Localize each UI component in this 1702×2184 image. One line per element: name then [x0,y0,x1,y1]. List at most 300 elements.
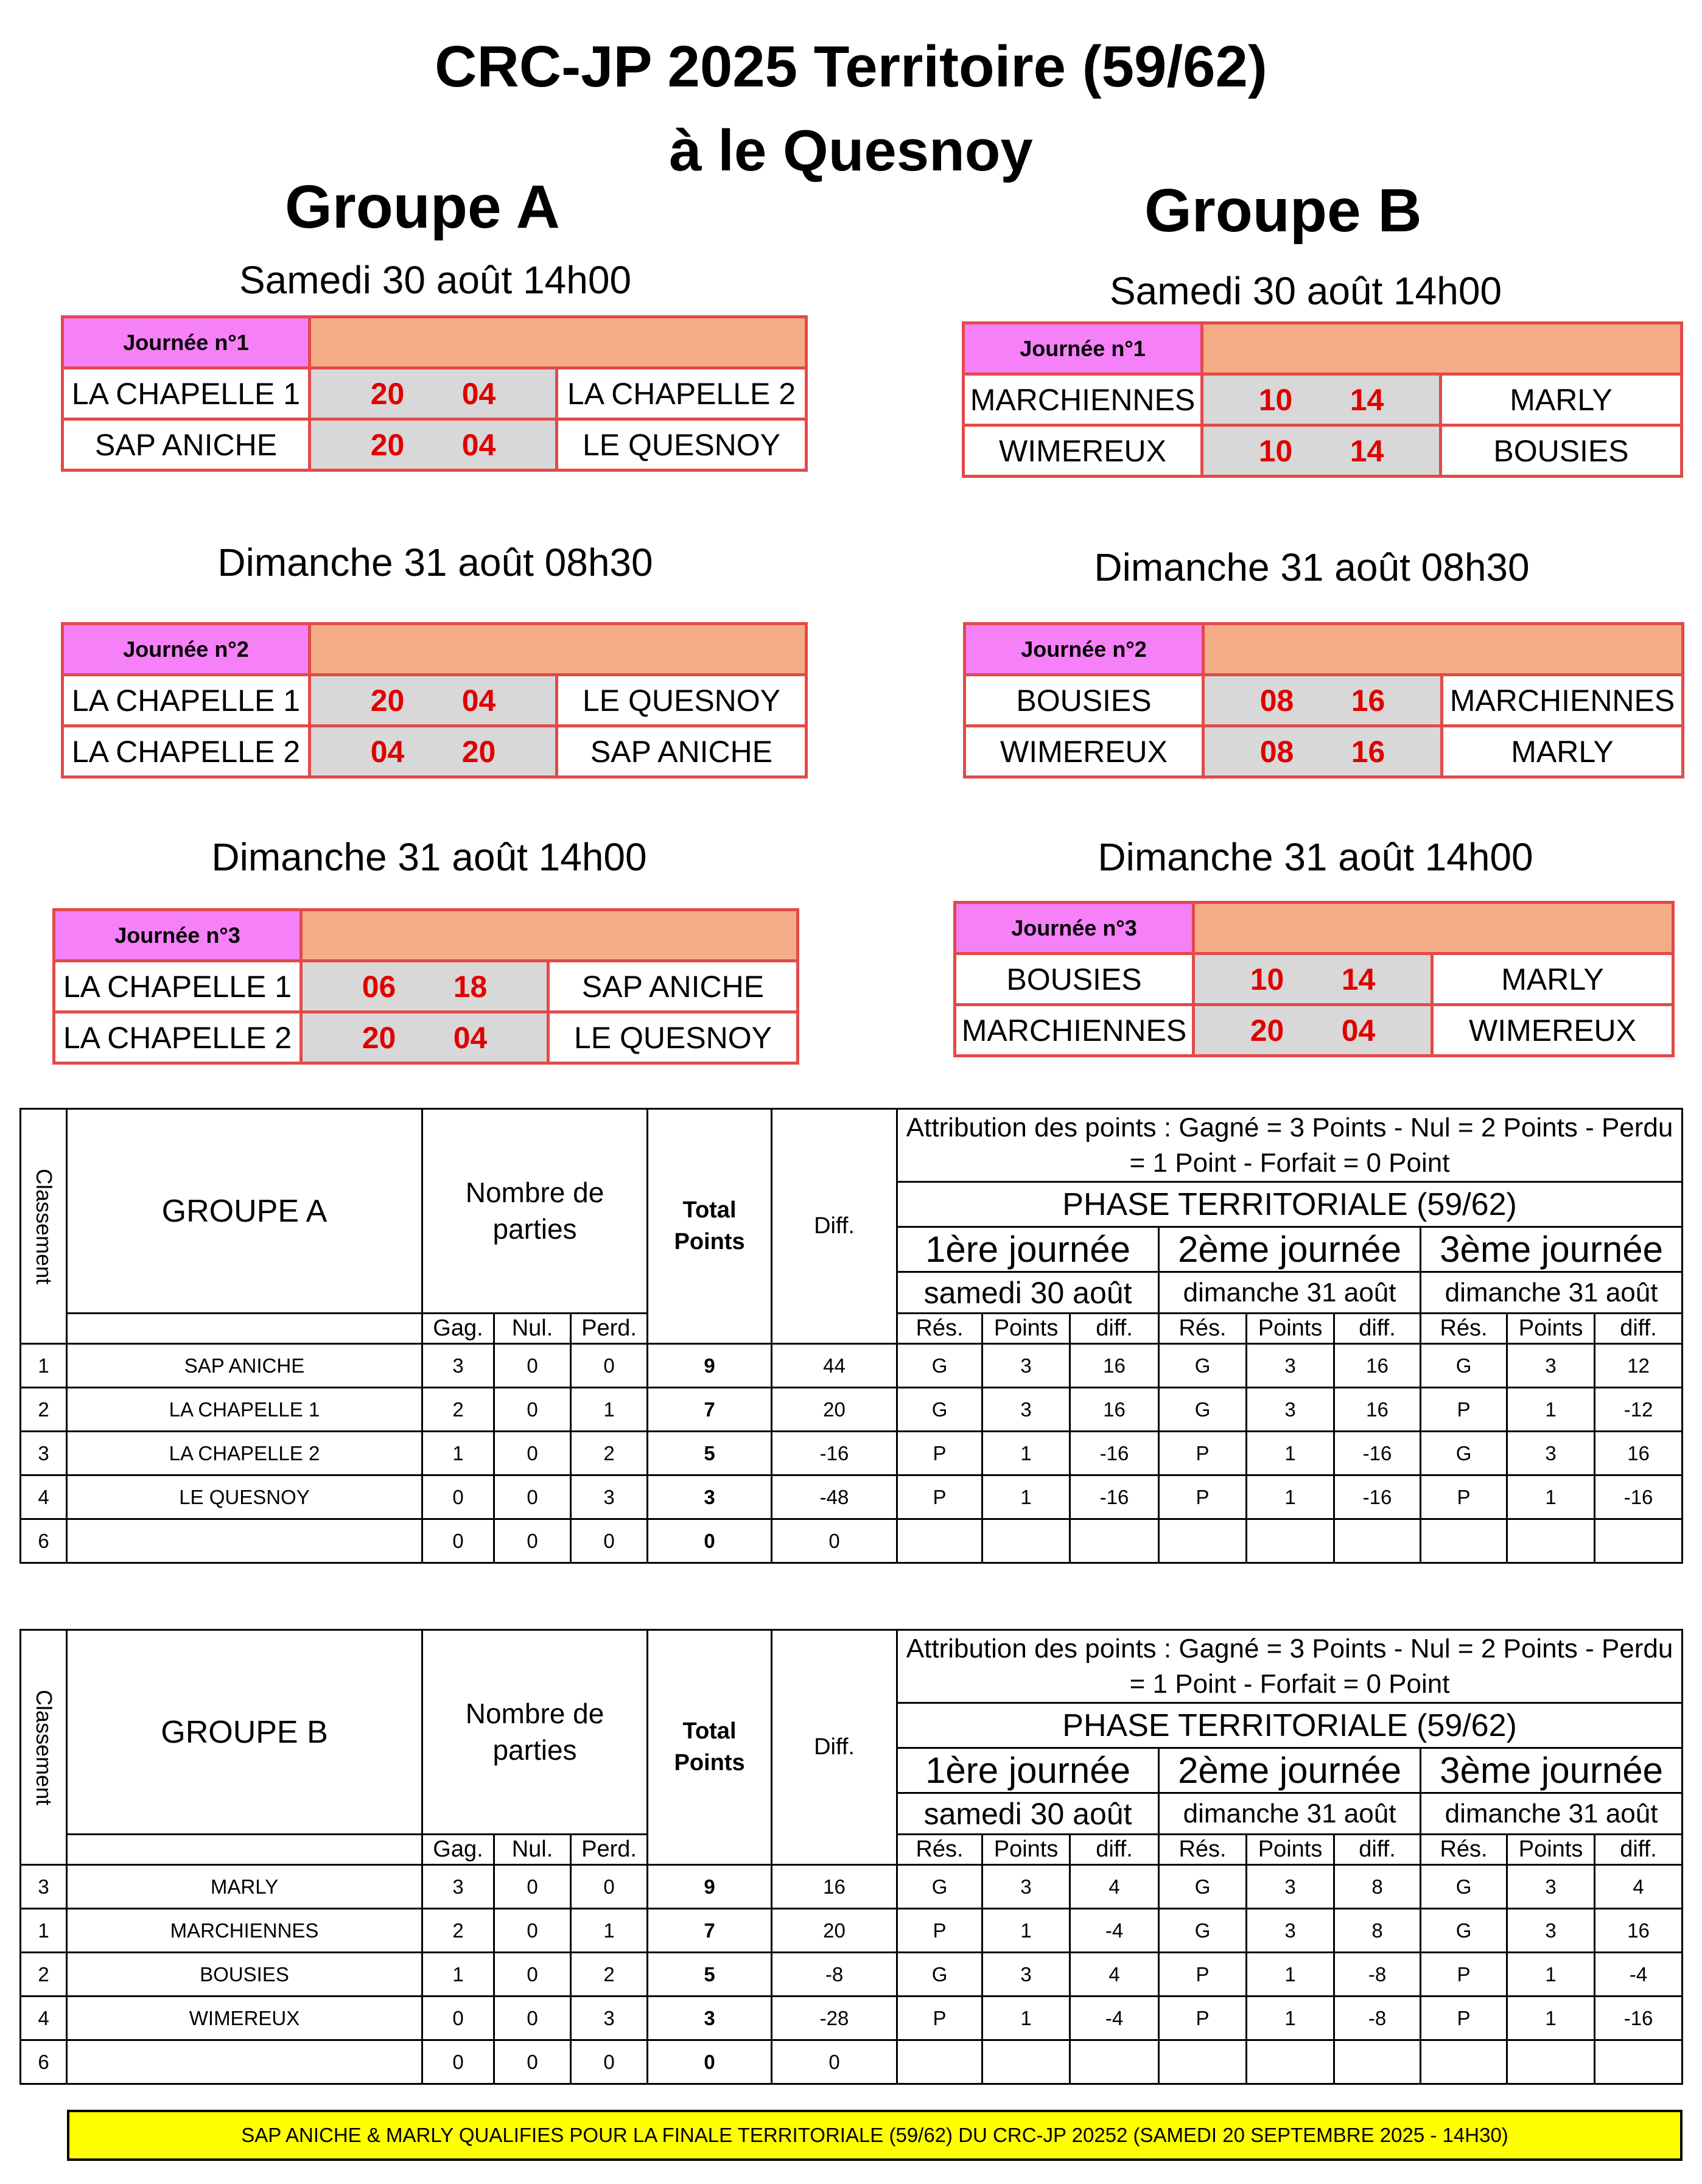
diff-1-cell: -16 [1070,1432,1159,1475]
diff-3-cell: 16 [1595,1432,1683,1475]
points-2-cell: 3 [1247,1344,1334,1388]
points-2-cell: 1 [1247,1997,1334,2040]
res-2-cell [1159,2040,1247,2084]
diff-2-header: diff. [1334,1314,1421,1344]
diff-cell: 20 [772,1909,897,1953]
points-1-cell [982,2040,1070,2084]
match-score [1203,726,1442,777]
journee-label: Journée n°1 [964,323,1202,374]
score-home: 08 [1259,734,1294,769]
nombre-parties-header: Nombre de parties [422,1109,648,1314]
points-2-cell: 3 [1247,1909,1334,1953]
diff-cell: 0 [772,2040,897,2084]
rank-cell: 1 [21,1344,67,1388]
res-2-cell: P [1159,1997,1247,2040]
group-b-day2-label: Dimanche 31 août 08h30 [1094,545,1530,589]
nul-cell: 0 [494,1432,571,1475]
table-row [21,1865,1683,1909]
match-score [310,675,557,726]
diff-cell: 16 [772,1865,897,1909]
diff-2-header: diff. [1334,1835,1421,1865]
gag-cell: 2 [422,1388,494,1432]
group-a-day2-label: Dimanche 31 août 08h30 [217,541,653,584]
res-1-cell: P [897,1475,982,1519]
group-a-day3-label: Dimanche 31 août 14h00 [211,835,647,879]
perd-header: Perd. [571,1835,648,1865]
gag-cell: 1 [422,1953,494,1997]
home-team: LA CHAPELLE 1 [54,961,301,1012]
table-row [21,1997,1683,2040]
match-score [1194,954,1432,1005]
res-3-cell: G [1421,1865,1507,1909]
rank-cell: 2 [21,1953,67,1997]
score-home: 10 [1250,962,1284,996]
journee-2-header: 2ème journée [1159,1748,1421,1793]
diff-cell: 44 [772,1344,897,1388]
diff-header: Diff. [772,1109,897,1344]
away-team: MARLY [1441,374,1682,425]
points-2-cell [1247,1519,1334,1563]
rank-cell: 3 [21,1432,67,1475]
gag-cell: 0 [422,1475,494,1519]
diff-3-cell: -4 [1595,1953,1683,1997]
nombre-parties-header: Nombre de parties [422,1630,648,1835]
diff-1-cell: 4 [1070,1865,1159,1909]
team-cell: LA CHAPELLE 2 [67,1432,422,1475]
match-row [54,1012,798,1063]
diff-2-cell: 16 [1334,1344,1421,1388]
perd-cell: 2 [571,1432,648,1475]
res-2-cell: P [1159,1953,1247,1997]
total-cell: 7 [648,1388,772,1432]
home-team: WIMEREUX [964,425,1202,477]
table-row [21,1519,1683,1563]
score-home: 08 [1259,683,1294,718]
score-home: 20 [370,683,405,718]
res-3-header: Rés. [1421,1835,1507,1865]
diff-cell: -16 [772,1432,897,1475]
away-team: LE QUESNOY [557,419,807,471]
team-cell: MARCHIENNES [67,1909,422,1953]
classement-header [21,1630,67,1865]
team-cell [67,2040,422,2084]
diff-1-cell: 16 [1070,1344,1159,1388]
res-1-cell [897,2040,982,2084]
res-3-cell: G [1421,1909,1507,1953]
points-1-header: Points [982,1835,1070,1865]
res-1-cell: G [897,1344,982,1388]
gag-cell: 2 [422,1909,494,1953]
diff-2-cell: 8 [1334,1865,1421,1909]
points-2-header: Points [1247,1314,1334,1344]
match-row [965,675,1683,726]
team-cell: SAP ANICHE [67,1344,422,1388]
group-a-day1-label: Samedi 30 août 14h00 [239,258,632,302]
match-row [955,954,1673,1005]
group-b-day3-table [953,901,1675,1057]
diff-header: Diff. [772,1630,897,1865]
score-away: 04 [461,683,496,718]
journee-2-date: dimanche 31 août [1159,1272,1421,1314]
match-score [1202,425,1441,477]
perd-cell: 3 [571,1997,648,2040]
table-row [21,1475,1683,1519]
away-team: LE QUESNOY [557,675,807,726]
points-2-cell [1247,2040,1334,2084]
home-team: BOUSIES [965,675,1203,726]
match-score [1202,374,1441,425]
team-cell: WIMEREUX [67,1997,422,2040]
table-row [21,1388,1683,1432]
diff-1-cell: 16 [1070,1388,1159,1432]
total-cell: 3 [648,1997,772,2040]
points-1-cell: 3 [982,1344,1070,1388]
points-1-cell: 3 [982,1953,1070,1997]
perd-cell: 1 [571,1909,648,1953]
match-row [54,961,798,1012]
gag-cell: 0 [422,2040,494,2084]
points-2-cell: 1 [1247,1475,1334,1519]
diff-3-cell: 16 [1595,1909,1683,1953]
group-b-title: Groupe B [1144,177,1422,245]
diff-1-cell [1070,2040,1159,2084]
res-1-cell: G [897,1865,982,1909]
match-row [964,374,1682,425]
score-away: 04 [453,1020,488,1055]
table-row [21,1432,1683,1475]
total-points-header: Total Points [648,1109,772,1344]
res-1-cell: G [897,1388,982,1432]
nul-cell: 0 [494,1344,571,1388]
journee-3-date: dimanche 31 août [1421,1793,1683,1835]
match-score [301,1012,548,1063]
diff-cell: -8 [772,1953,897,1997]
diff-cell: -48 [772,1475,897,1519]
group-name: GROUPE A [67,1109,422,1314]
group-a-day1-table [61,315,808,472]
match-score [1203,675,1442,726]
perd-cell: 2 [571,1953,648,1997]
nul-cell: 0 [494,1953,571,1997]
journee-1-header: 1ère journée [897,1227,1159,1272]
home-team: WIMEREUX [965,726,1203,777]
home-team: MARCHIENNES [955,1005,1194,1056]
group-a-standings [19,1108,1683,1564]
total-cell: 3 [648,1475,772,1519]
score-home: 20 [362,1020,396,1055]
diff-2-cell: -16 [1334,1475,1421,1519]
points-3-header: Points [1507,1314,1595,1344]
diff-2-cell [1334,1519,1421,1563]
group-name-spacer [67,1314,422,1344]
res-3-cell [1421,2040,1507,2084]
match-score [301,961,548,1012]
total-cell: 0 [648,1519,772,1563]
gag-header: Gag. [422,1314,494,1344]
diff-3-cell [1595,1519,1683,1563]
score-home: 10 [1258,433,1293,468]
res-1-cell: P [897,1909,982,1953]
match-row [63,419,807,471]
total-cell: 5 [648,1432,772,1475]
team-cell: LA CHAPELLE 1 [67,1388,422,1432]
rank-cell: 1 [21,1909,67,1953]
perd-cell: 1 [571,1388,648,1432]
diff-cell: 0 [772,1519,897,1563]
journee-header-band [310,624,807,675]
res-3-cell: P [1421,1388,1507,1432]
home-team: LA CHAPELLE 2 [63,726,310,777]
points-3-cell: 1 [1507,1997,1595,2040]
journee-2-header: 2ème journée [1159,1227,1421,1272]
away-team: MARLY [1432,954,1673,1005]
points-1-cell [982,1519,1070,1563]
away-team: LA CHAPELLE 2 [557,368,807,419]
res-3-cell: P [1421,1475,1507,1519]
perd-cell: 3 [571,1475,648,1519]
qualification-banner: SAP ANICHE & MARLY QUALIFIES POUR LA FINALE TERRITORIALE (59/62) DU CRC-JP 20252 (SAMEDI 20 SEPTEMBRE 2025 - 14H30) [67,2110,1683,2161]
points-1-cell: 1 [982,1475,1070,1519]
points-2-cell: 1 [1247,1953,1334,1997]
journee-label: Journée n°2 [63,624,310,675]
home-team: LA CHAPELLE 1 [63,675,310,726]
res-3-cell: P [1421,1997,1507,2040]
journee-1-header: 1ère journée [897,1748,1159,1793]
score-home: 06 [362,969,396,1004]
points-3-cell: 3 [1507,1344,1595,1388]
table-row [21,1344,1683,1388]
perd-cell: 0 [571,1344,648,1388]
points-3-cell: 1 [1507,1388,1595,1432]
rank-cell: 6 [21,2040,67,2084]
gag-cell: 3 [422,1344,494,1388]
page-title: CRC-JP 2025 Territoire (59/62) [435,34,1267,99]
journee-3-date: dimanche 31 août [1421,1272,1683,1314]
score-away: 20 [461,734,496,769]
nul-cell: 0 [494,1997,571,2040]
perd-cell: 0 [571,1865,648,1909]
journee-3-header: 3ème journée [1421,1748,1683,1793]
away-team: BOUSIES [1441,425,1682,477]
journee-label: Journée n°3 [54,910,301,961]
group-a-title: Groupe A [285,173,560,241]
nul-cell: 0 [494,1475,571,1519]
points-3-cell: 3 [1507,1865,1595,1909]
perd-cell: 0 [571,2040,648,2084]
team-cell: LE QUESNOY [67,1475,422,1519]
match-score [310,419,557,471]
points-1-header: Points [982,1314,1070,1344]
gag-header: Gag. [422,1835,494,1865]
score-away: 04 [461,376,496,411]
diff-1-cell: -16 [1070,1475,1159,1519]
diff-1-cell [1070,1519,1159,1563]
points-3-cell: 3 [1507,1432,1595,1475]
diff-2-cell: 8 [1334,1909,1421,1953]
rank-cell: 3 [21,1865,67,1909]
journee-3-header: 3ème journée [1421,1227,1683,1272]
journee-2-date: dimanche 31 août [1159,1793,1421,1835]
res-3-cell: G [1421,1344,1507,1388]
diff-3-header: diff. [1595,1835,1683,1865]
diff-3-cell: 12 [1595,1344,1683,1388]
attribution-points: Attribution des points : Gagné = 3 Points - Nul = 2 Points - Perdu = 1 Point - Forfait = 0 Point [897,1109,1683,1182]
journee-header-band [1194,903,1673,954]
points-1-cell: 3 [982,1865,1070,1909]
home-team: BOUSIES [955,954,1194,1005]
nul-cell: 0 [494,1388,571,1432]
score-away: 14 [1350,433,1384,468]
journee-1-date: samedi 30 août [897,1272,1159,1314]
journee-label: Journée n°2 [965,624,1203,675]
res-2-cell: P [1159,1432,1247,1475]
team-cell: MARLY [67,1865,422,1909]
rank-cell: 4 [21,1997,67,2040]
res-2-header: Rés. [1159,1314,1247,1344]
diff-2-cell [1334,2040,1421,2084]
match-row [955,1005,1673,1056]
res-2-cell: G [1159,1909,1247,1953]
match-row [63,675,807,726]
classement-label: Classement [31,1168,57,1284]
points-1-cell: 3 [982,1388,1070,1432]
match-row [63,726,807,777]
score-home: 20 [370,427,405,462]
score-away: 14 [1341,962,1376,996]
res-3-cell [1421,1519,1507,1563]
diff-cell: -28 [772,1997,897,2040]
away-team: SAP ANICHE [548,961,798,1012]
phase-header: PHASE TERRITORIALE (59/62) [897,1703,1683,1748]
gag-cell: 3 [422,1865,494,1909]
res-3-cell: P [1421,1953,1507,1997]
group-name: GROUPE B [67,1630,422,1835]
score-home: 20 [1250,1013,1284,1048]
journee-header-band [310,317,807,368]
points-1-cell: 1 [982,1909,1070,1953]
points-3-cell [1507,1519,1595,1563]
points-2-header: Points [1247,1835,1334,1865]
diff-3-cell: -12 [1595,1388,1683,1432]
points-2-cell: 3 [1247,1865,1334,1909]
match-score [310,726,557,777]
diff-3-cell: 4 [1595,1865,1683,1909]
group-b-day1-label: Samedi 30 août 14h00 [1109,269,1502,313]
diff-2-cell: -8 [1334,1997,1421,2040]
rank-cell: 2 [21,1388,67,1432]
group-b-day2-table [963,622,1684,779]
score-home: 20 [370,376,405,411]
team-cell [67,1519,422,1563]
res-2-cell: P [1159,1475,1247,1519]
journee-1-date: samedi 30 août [897,1793,1159,1835]
table-row [21,2040,1683,2084]
diff-2-cell: -8 [1334,1953,1421,1997]
team-cell: BOUSIES [67,1953,422,1997]
total-cell: 9 [648,1344,772,1388]
points-3-cell: 1 [1507,1953,1595,1997]
group-a-day2-table [61,622,808,779]
gag-cell: 0 [422,1997,494,2040]
group-b-day1-table [962,321,1683,478]
points-3-cell: 3 [1507,1909,1595,1953]
score-away: 16 [1351,734,1385,769]
nul-header: Nul. [494,1835,571,1865]
res-1-cell: P [897,1432,982,1475]
away-team: LE QUESNOY [548,1012,798,1063]
score-away: 04 [1341,1013,1376,1048]
group-name-spacer [67,1835,422,1865]
total-points-header: Total Points [648,1630,772,1865]
diff-1-header: diff. [1070,1314,1159,1344]
page-subtitle: à le Quesnoy [669,118,1033,183]
diff-3-header: diff. [1595,1314,1683,1344]
res-2-cell: G [1159,1388,1247,1432]
group-b-standings [19,1629,1683,2085]
total-cell: 0 [648,2040,772,2084]
total-cell: 5 [648,1953,772,1997]
res-2-cell [1159,1519,1247,1563]
away-team: SAP ANICHE [557,726,807,777]
res-1-cell [897,1519,982,1563]
classement-header [21,1109,67,1344]
diff-cell: 20 [772,1388,897,1432]
journee-header-band [1203,624,1683,675]
res-1-cell: G [897,1953,982,1997]
match-row [965,726,1683,777]
res-1-header: Rés. [897,1835,982,1865]
group-b-day3-label: Dimanche 31 août 14h00 [1098,835,1533,879]
diff-2-cell: -16 [1334,1432,1421,1475]
score-away: 04 [461,427,496,462]
points-3-cell [1507,2040,1595,2084]
away-team: MARCHIENNES [1442,675,1683,726]
home-team: LA CHAPELLE 2 [54,1012,301,1063]
table-row [21,1953,1683,1997]
gag-cell: 0 [422,1519,494,1563]
journee-header-band [1202,323,1682,374]
away-team: WIMEREUX [1432,1005,1673,1056]
score-home: 04 [370,734,405,769]
nul-cell: 0 [494,2040,571,2084]
classement-label: Classement [31,1689,57,1805]
total-cell: 7 [648,1909,772,1953]
res-2-header: Rés. [1159,1835,1247,1865]
score-away: 18 [453,969,488,1004]
nul-cell: 0 [494,1909,571,1953]
rank-cell: 4 [21,1475,67,1519]
diff-1-header: diff. [1070,1835,1159,1865]
home-team: LA CHAPELLE 1 [63,368,310,419]
journee-header-band [301,910,798,961]
res-1-cell: P [897,1997,982,2040]
points-1-cell: 1 [982,1432,1070,1475]
res-3-header: Rés. [1421,1314,1507,1344]
score-home: 10 [1258,382,1293,417]
res-1-header: Rés. [897,1314,982,1344]
diff-3-cell: -16 [1595,1997,1683,2040]
journee-label: Journée n°3 [955,903,1194,954]
points-2-cell: 1 [1247,1432,1334,1475]
phase-header: PHASE TERRITORIALE (59/62) [897,1182,1683,1227]
points-1-cell: 1 [982,1997,1070,2040]
diff-1-cell: 4 [1070,1953,1159,1997]
nul-cell: 0 [494,1865,571,1909]
diff-1-cell: -4 [1070,1909,1159,1953]
nul-cell: 0 [494,1519,571,1563]
nul-header: Nul. [494,1314,571,1344]
match-row [63,368,807,419]
